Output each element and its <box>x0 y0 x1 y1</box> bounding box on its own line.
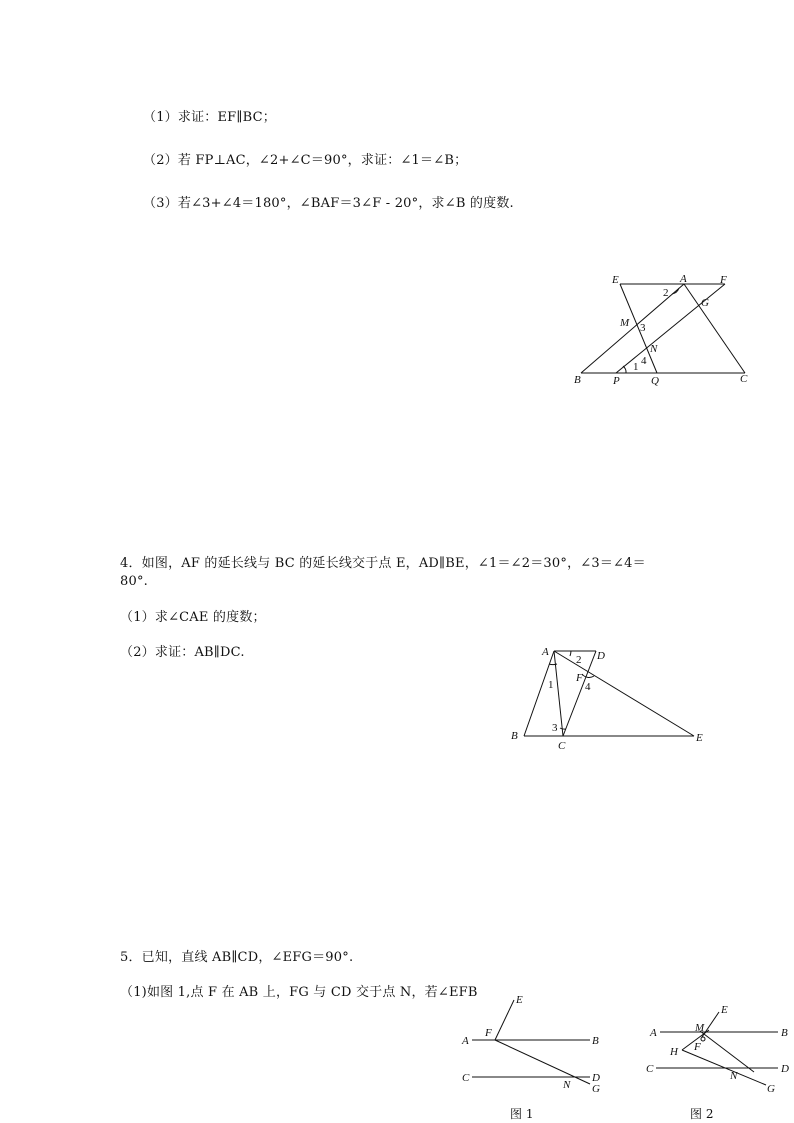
q4-stem-line1: 4．如图，AF 的延长线与 BC 的延长线交于点 E，AD∥BE，∠1＝∠2＝30°，∠3＝∠4＝ <box>120 556 646 571</box>
q3-part1: （1）求证：EF∥BC； <box>143 110 276 125</box>
angle-1-label: 1 <box>633 361 639 373</box>
label-G: G <box>592 1083 600 1095</box>
label-A: A <box>680 273 687 285</box>
label-B: B <box>592 1035 599 1047</box>
label-A: A <box>650 1027 657 1039</box>
label-E: E <box>612 274 619 286</box>
label-N: N <box>730 1070 738 1082</box>
angle-1-label: 1 <box>548 679 554 691</box>
angle-4-label: 4 <box>641 355 647 367</box>
label-B: B <box>574 374 581 386</box>
figure-1-caption: 图 1 <box>510 1107 534 1121</box>
label-G: G <box>701 297 709 309</box>
angle-4-label: 4 <box>585 681 591 693</box>
label-N: N <box>563 1079 571 1091</box>
label-A: A <box>542 646 549 658</box>
label-E: E <box>721 1004 728 1016</box>
label-M: M <box>620 317 630 329</box>
label-B: B <box>511 730 518 742</box>
label-C: C <box>740 373 748 385</box>
label-G: G <box>767 1083 775 1095</box>
label-E: E <box>696 732 703 744</box>
q4-stem-line2: 80°. <box>120 574 148 589</box>
q4-part1: （1）求∠CAE 的度数； <box>120 610 266 625</box>
label-B: B <box>781 1027 788 1039</box>
label-N: N <box>650 343 658 355</box>
angle-3-label: 3 <box>552 722 558 734</box>
angle-2-label: 2 <box>576 654 582 666</box>
label-P: P <box>613 375 620 387</box>
q5-part1: （1)如图 1,点 F 在 AB 上，FG 与 CD 交于点 N，若∠EFB <box>120 985 478 1000</box>
label-D: D <box>597 650 605 662</box>
label-Q: Q <box>651 375 659 387</box>
q4-part2: （2）求证：AB∥DC. <box>120 645 245 660</box>
angle-3-label: 3 <box>640 322 646 334</box>
figure-2-caption: 图 2 <box>690 1107 714 1121</box>
label-A: A <box>462 1035 469 1047</box>
label-F: F <box>720 274 727 286</box>
angle-2-label: 2 <box>663 287 669 299</box>
q5-stem: 5．已知，直线 AB∥CD，∠EFG＝90°. <box>120 950 354 965</box>
label-H: H <box>670 1046 678 1058</box>
label-F: F <box>485 1027 492 1039</box>
label-M: M <box>695 1022 705 1034</box>
label-D: D <box>592 1072 600 1084</box>
q3-part3: （3）若∠3+∠4＝180°，∠BAF＝3∠F - 20°，求∠B 的度数. <box>143 196 514 211</box>
label-C: C <box>462 1072 470 1084</box>
label-F: F <box>694 1041 701 1053</box>
q3-part2: （2）若 FP⊥AC，∠2+∠C＝90°，求证：∠1＝∠B； <box>143 153 468 168</box>
label-C: C <box>646 1063 654 1075</box>
label-D: D <box>781 1063 789 1075</box>
label-E: E <box>516 994 523 1006</box>
label-F: F <box>576 672 583 684</box>
label-C: C <box>558 740 566 752</box>
